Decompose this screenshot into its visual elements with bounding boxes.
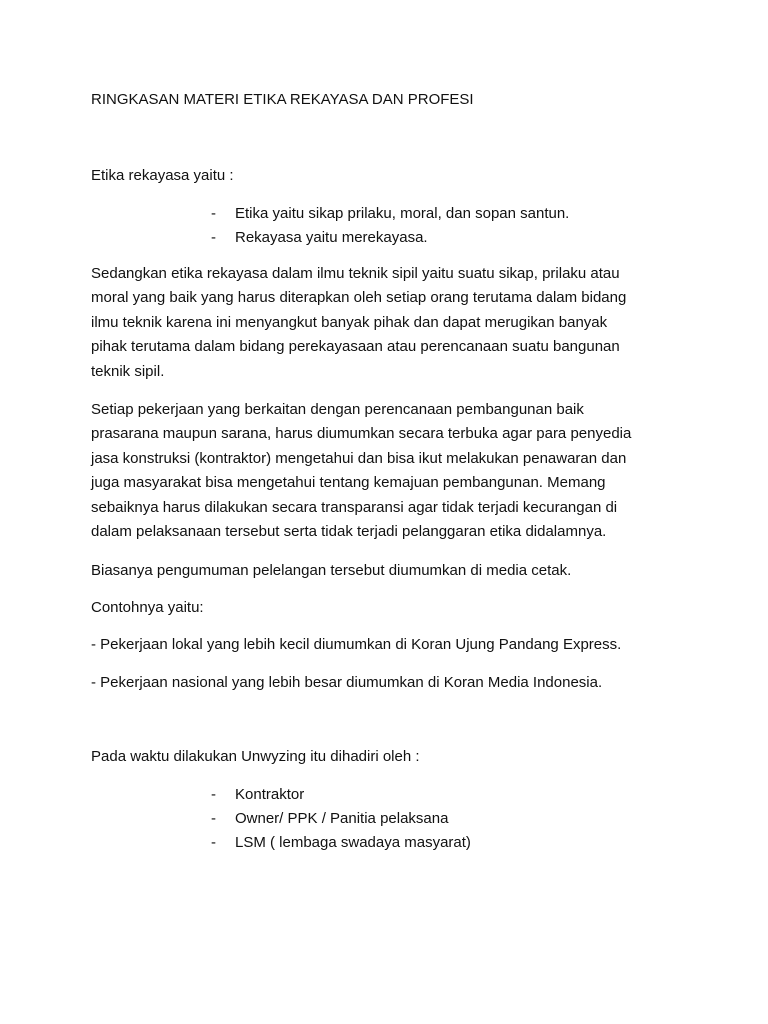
list-item-text: Etika yaitu sikap prilaku, moral, dan sopan santun. xyxy=(235,205,570,222)
paragraph-line: dalam pelaksanaan tersebut serta tidak terjadi pelanggaran etika didalamnya. xyxy=(91,523,607,541)
examples-heading: Contohnya yaitu: xyxy=(91,599,204,616)
example-item-1: - Pekerjaan lokal yang lebih kecil diumumkan di Koran Ujung Pandang Express. xyxy=(91,636,622,653)
list-item-text: Kontraktor xyxy=(235,786,305,803)
dash-marker: - xyxy=(211,810,216,827)
paragraph-line: teknik sipil. xyxy=(91,362,165,380)
section1-heading: Etika rekayasa yaitu : xyxy=(91,167,234,184)
paragraph-line: ilmu teknik karena ini menyangkut banyak pihak dan dapat merugikan banyak xyxy=(91,313,608,331)
paragraph-line: Setiap pekerjaan yang berkaitan dengan perencanaan pembangunan baik xyxy=(91,401,584,418)
example-item-2: - Pekerjaan nasional yang lebih besar diumumkan di Koran Media Indonesia. xyxy=(91,674,603,691)
document-title: RINGKASAN MATERI ETIKA REKAYASA DAN PROFESI xyxy=(91,91,474,108)
list-item-text: Owner/ PPK / Panitia pelaksana xyxy=(235,810,449,827)
paragraph-line: prasarana maupun sarana, harus diumumkan secara terbuka agar para penyedia xyxy=(91,425,632,443)
dash-marker: - xyxy=(211,229,216,246)
section2-heading: Pada waktu dilakukan Unwyzing itu dihadiri oleh : xyxy=(91,748,420,765)
paragraph-line: jasa konstruksi (kontraktor) mengetahui dan bisa ikut melakukan penawaran dan xyxy=(91,449,627,467)
dash-marker: - xyxy=(211,786,216,803)
dash-marker: - xyxy=(211,205,216,222)
dash-marker: - xyxy=(211,834,216,851)
paragraph-line: sebaiknya harus dilakukan secara transparansi agar tidak terjadi kecurangan di xyxy=(91,498,618,516)
paragraph-2 xyxy=(91,398,681,544)
list-item-text: LSM ( lembaga swadaya masyarat) xyxy=(235,834,471,851)
paragraph-line: pihak terutama dalam bidang perekayasaan atau perencanaan suatu bangunan xyxy=(91,338,620,356)
paragraph-1 xyxy=(91,262,681,384)
paragraph-line: juga masyarakat bisa mengetahui tentang kemajuan pembangunan. Memang xyxy=(91,474,606,492)
paragraph-3: Biasanya pengumuman pelelangan tersebut diumumkan di media cetak. xyxy=(91,562,572,579)
list-item-text: Rekayasa yaitu merekayasa. xyxy=(235,229,428,246)
paragraph-line: Sedangkan etika rekayasa dalam ilmu teknik sipil yaitu suatu sikap, prilaku atau xyxy=(91,265,620,282)
paragraph-line: moral yang baik yang harus diterapkan oleh setiap orang terutama dalam bidang xyxy=(91,289,627,307)
